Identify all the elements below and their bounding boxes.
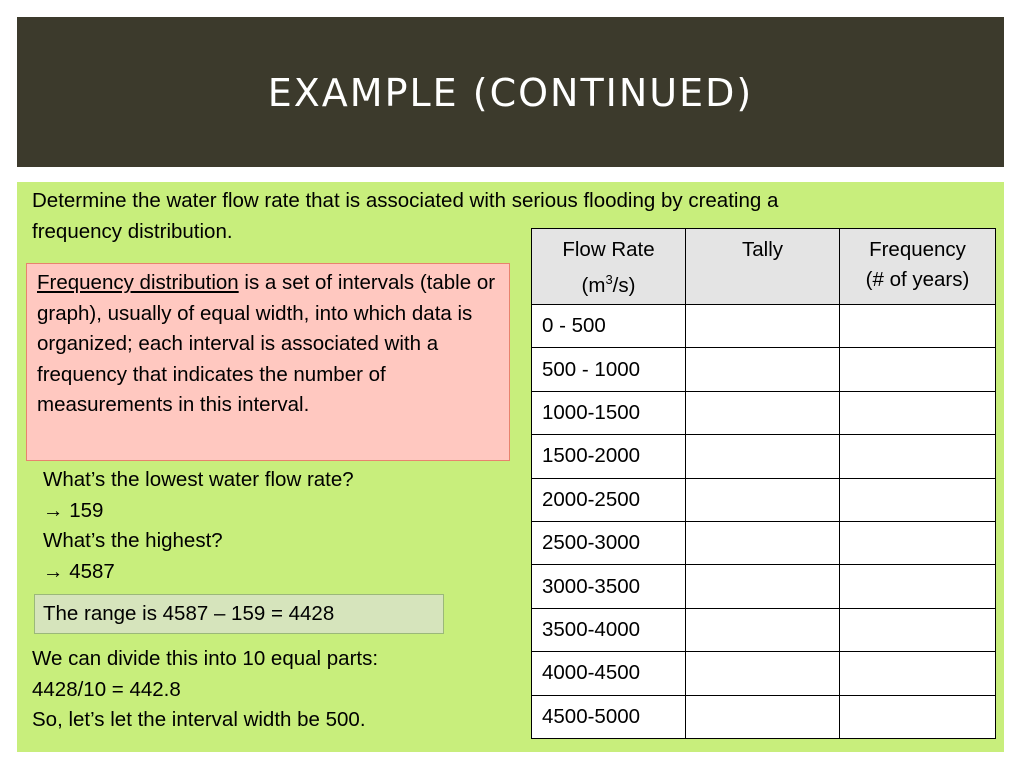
tally-cell — [686, 608, 840, 651]
flow-rate-cell: 1000-1500 — [532, 391, 686, 434]
flow-rate-cell: 4500-5000 — [532, 695, 686, 738]
frequency-cell — [840, 608, 996, 651]
flow-rate-cell: 2500-3000 — [532, 521, 686, 564]
answer-highest: → 4587 — [43, 559, 115, 583]
conclusion-block — [32, 644, 378, 736]
questions-block — [43, 465, 354, 587]
table-row — [532, 391, 996, 434]
header-flow-rate-unit-sup: 3 — [605, 272, 613, 287]
header-flow-rate-line-1: Flow Rate — [562, 238, 655, 261]
flow-rate-cell: 3000-3500 — [532, 565, 686, 608]
frequency-cell — [840, 435, 996, 478]
table-row — [532, 695, 996, 738]
table-row — [532, 435, 996, 478]
frequency-cell — [840, 521, 996, 564]
frequency-cell — [840, 652, 996, 695]
tally-cell — [686, 652, 840, 695]
answer-lowest: → 159 — [43, 498, 104, 522]
header-frequency — [840, 229, 996, 305]
question-highest: What’s the highest? — [43, 529, 223, 552]
tally-cell — [686, 695, 840, 738]
frequency-cell — [840, 478, 996, 521]
table-row — [532, 608, 996, 651]
table-row — [532, 652, 996, 695]
definition-text: is a set of intervals (table or graph), usually of equal width, into which data is organized; each interval is associated with a frequency that indicates the number of measurements in this interval. — [37, 271, 496, 417]
flow-rate-cell: 0 - 500 — [532, 305, 686, 348]
header-tally: Tally — [686, 229, 840, 305]
frequency-cell — [840, 305, 996, 348]
tally-cell — [686, 565, 840, 608]
flow-rate-cell: 2000-2500 — [532, 478, 686, 521]
slide-title: EXAMPLE (CONTINUED) — [267, 71, 754, 115]
title-bar — [17, 17, 1004, 167]
tally-cell — [686, 348, 840, 391]
tally-cell — [686, 391, 840, 434]
header-flow-rate-unit-post: /s) — [612, 273, 636, 297]
header-frequency-line-1: Frequency — [869, 238, 966, 261]
flow-rate-cell: 1500-2000 — [532, 435, 686, 478]
flow-rate-cell: 3500-4000 — [532, 608, 686, 651]
table-row — [532, 348, 996, 391]
table-row — [532, 478, 996, 521]
tally-cell — [686, 521, 840, 564]
tally-cell — [686, 478, 840, 521]
intro-line-2: frequency distribution. — [32, 219, 233, 243]
tally-cell — [686, 305, 840, 348]
conclusion-line-2: 4428/10 = 442.8 — [32, 677, 181, 701]
header-flow-rate-unit-pre: (m — [581, 273, 606, 297]
header-flow-rate-line-2 — [536, 265, 681, 301]
tally-cell — [686, 435, 840, 478]
frequency-cell — [840, 695, 996, 738]
table-row — [532, 565, 996, 608]
intro-line-1: Determine the water flow rate that is associated with serious flooding by creating a — [32, 189, 779, 212]
range-text: The range is 4587 – 159 = 4428 — [43, 602, 335, 625]
definition-term: Frequency distribution — [37, 271, 239, 294]
table-row — [532, 305, 996, 348]
header-frequency-line-2: (# of years) — [865, 268, 970, 291]
header-flow-rate — [532, 229, 686, 305]
table-header-row — [532, 229, 996, 305]
table-row — [532, 521, 996, 564]
conclusion-line-1: We can divide this into 10 equal parts: — [32, 647, 379, 670]
flow-rate-cell: 500 - 1000 — [532, 348, 686, 391]
range-box — [34, 594, 444, 634]
definition-box — [26, 263, 510, 461]
conclusion-line-3: So, let’s let the interval width be 500. — [32, 708, 366, 731]
flow-rate-cell: 4000-4500 — [532, 652, 686, 695]
frequency-cell — [840, 348, 996, 391]
question-lowest: What’s the lowest water flow rate? — [43, 468, 354, 491]
frequency-cell — [840, 565, 996, 608]
frequency-cell — [840, 391, 996, 434]
frequency-table — [531, 228, 996, 739]
